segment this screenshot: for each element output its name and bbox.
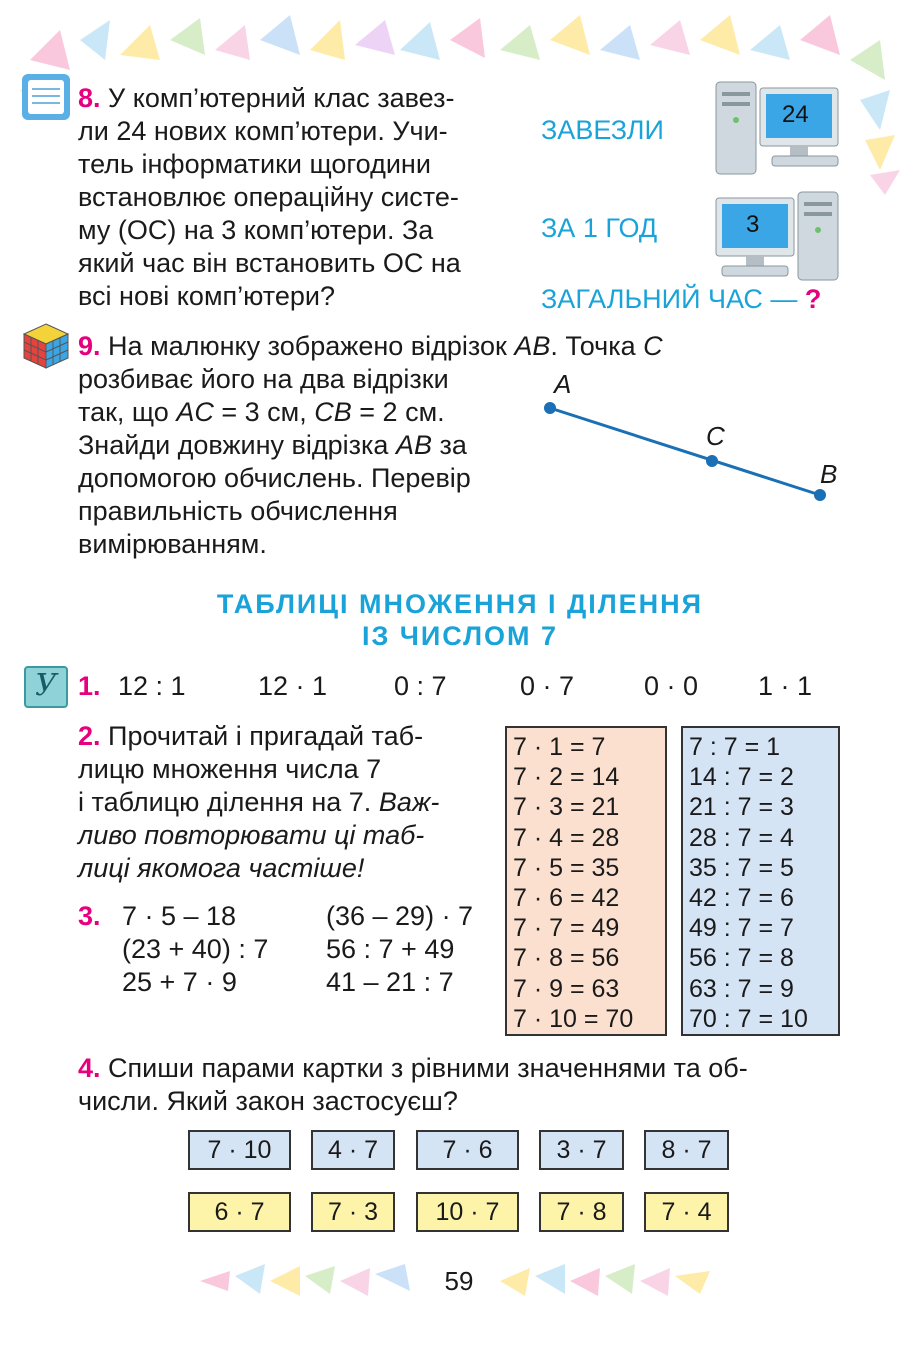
task8-number: 8. (78, 83, 101, 113)
card: 7 · 10 (188, 1130, 291, 1170)
label-per-hour: ЗА 1 ГОД (541, 213, 658, 243)
task3-number: 3. (78, 901, 101, 931)
page-number: 59 (444, 1266, 474, 1296)
segment-ab-line (550, 408, 820, 495)
oral-exercise-icon: У (24, 666, 68, 708)
computer-24-icon (712, 80, 842, 180)
card: 4 · 7 (311, 1130, 395, 1170)
task9-number: 9. (78, 331, 101, 361)
point-a (544, 402, 556, 414)
label-c: C (706, 421, 725, 451)
task1-item: 0 · 7 (520, 671, 575, 701)
division-table: 7 : 7 = 1 14 : 7 = 2 21 : 7 = 3 28 : 7 = 4 35 : 7 = 5 42 : 7 = 6 49 : 7 = 7 56 : 7 = 8 63 : 7 = 9 70 : 7 = 10 (681, 726, 840, 1036)
task3-column-1: 7 · 5 – 18 (23 + 40) : 7 25 + 7 · 9 (122, 901, 269, 997)
task1-item: 12 : 1 (118, 671, 186, 701)
point-b (814, 489, 826, 501)
task2-text: 2. Прочитай і пригадай таб- лицю множення числа 7 і таблицю ділення на 7. Важ- ливо повторювати ці таб- лиці якомога частіше! (78, 721, 440, 883)
task4-number: 4. (78, 1053, 101, 1083)
task9-first-line: 9. На малюнку зображено відрізок AB. Точка C (78, 331, 663, 361)
label-total-time: ЗАГАЛЬНИЙ ЧАС — ? (541, 284, 822, 314)
card: 8 · 7 (644, 1130, 729, 1170)
notebook-icon (22, 74, 70, 120)
task3-column-2: (36 – 29) · 7 56 : 7 + 49 41 – 21 : 7 (326, 901, 474, 997)
card: 7 · 8 (539, 1192, 624, 1232)
label-a: A (554, 369, 572, 399)
screen1-number: 24 (782, 101, 809, 128)
card: 7 · 6 (416, 1130, 519, 1170)
card: 10 · 7 (416, 1192, 519, 1232)
section-heading: ТАБЛИЦІ МНОЖЕННЯ І ДІЛЕННЯ ІЗ ЧИСЛОМ 7 (216, 589, 704, 651)
card: 7 · 3 (311, 1192, 395, 1232)
task1-item: 0 · 0 (644, 671, 699, 701)
segment-ab-diagram (530, 365, 850, 510)
screen2-number: 3 (746, 211, 760, 238)
task1-number: 1. (78, 671, 101, 701)
task1-item: 1 · 1 (758, 671, 813, 701)
card: 3 · 7 (539, 1130, 624, 1170)
computer-3-icon (712, 190, 842, 285)
task1-item: 0 : 7 (394, 671, 447, 701)
card: 7 · 4 (644, 1192, 729, 1232)
task4-text: 4. Спиши парами картки з рівними значеннями та об- числи. Який закон застосуєш? (78, 1053, 748, 1116)
task8-text: 8. У комп’ютерний клас завез- ли 24 нових комп’ютери. Учи- тель інформатики щогодини встановлює операційну систе- му (ОС) на 3 комп’ютери. За який час він встановить ОС на всі нові комп’ютери? (78, 83, 461, 311)
multiplication-table: 7 · 1 = 7 7 · 2 = 14 7 · 3 = 21 7 · 4 = 28 7 · 5 = 35 7 · 6 = 42 7 · 7 = 49 7 · 8 = 56 7 · 9 = 63 7 · 10 = 70 (505, 726, 667, 1036)
label-brought: ЗАВЕЗЛИ (541, 115, 664, 145)
card: 6 · 7 (188, 1192, 291, 1232)
rubik-cube-icon (22, 322, 70, 370)
label-b: B (820, 459, 838, 489)
point-c (706, 455, 718, 467)
task2-number: 2. (78, 721, 101, 751)
task1-item: 12 · 1 (258, 671, 328, 701)
task9-text: розбиває його на два відрізки так, що AC = 3 см, CB = 2 см. Знайди довжину відрізка AB за допомогою обчислень. Перевір правильність обчислення вимірюванням. (78, 364, 471, 559)
